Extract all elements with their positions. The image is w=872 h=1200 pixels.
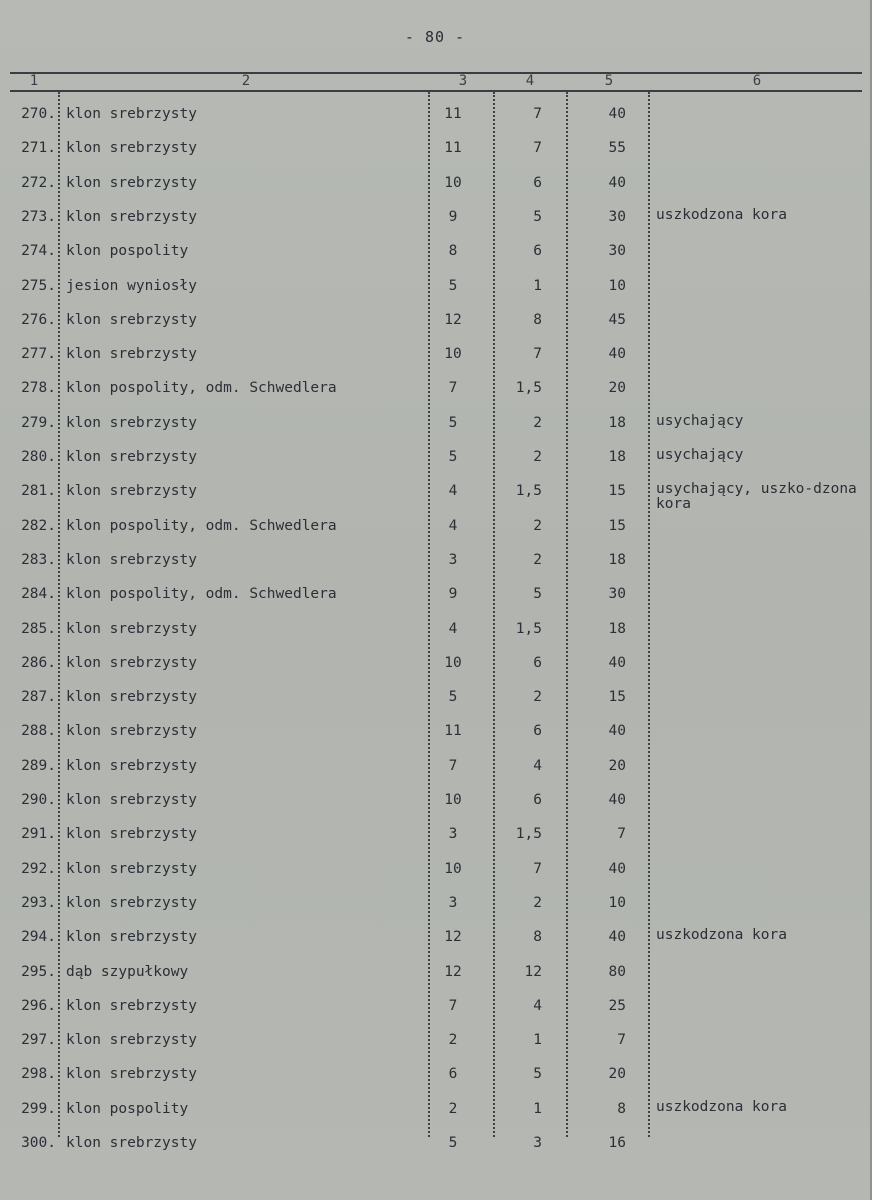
- column-4-value: 2: [533, 449, 542, 465]
- species-name: klon srebrzysty: [66, 551, 197, 568]
- species-name: klon srebrzysty: [66, 689, 197, 706]
- header-bottom-rule: [10, 90, 862, 92]
- table-row: [0, 963, 872, 997]
- column-3-value: 2: [448, 1100, 458, 1117]
- column-5-value: 40: [608, 654, 626, 671]
- column-4-value: 7: [533, 106, 542, 122]
- column-5-value: 18: [608, 551, 626, 568]
- column-5-value: 20: [608, 380, 626, 397]
- column-4-value: 7: [533, 346, 542, 363]
- column-5-value: 40: [608, 860, 626, 877]
- row-number: 284.: [21, 586, 56, 603]
- column-3-value: 7: [448, 757, 458, 774]
- column-4-value: 8: [533, 311, 542, 328]
- species-name: klon pospolity: [66, 1100, 189, 1117]
- species-name: klon srebrzysty: [66, 826, 197, 843]
- column-3-value: 7: [448, 997, 458, 1014]
- column-5-value: 15: [608, 517, 626, 534]
- column-3-value: 7: [448, 380, 458, 397]
- column-4-value: 4: [533, 757, 542, 774]
- species-name: klon pospolity, odm. Schwedlera: [66, 586, 337, 603]
- species-name: klon srebrzysty: [66, 620, 197, 637]
- species-name: klon pospolity, odm. Schwedlera: [66, 380, 337, 397]
- table-row: [0, 174, 872, 208]
- column-3-value: 3: [448, 826, 458, 843]
- column-4-value: 8: [533, 929, 542, 946]
- table-row: [0, 517, 872, 551]
- row-number: 274.: [21, 243, 56, 260]
- column-header-5: 5: [604, 73, 614, 89]
- row-number: 299.: [21, 1100, 56, 1117]
- column-5-value: 18: [608, 620, 626, 637]
- column-3-value: 5: [448, 277, 458, 294]
- column-4-value: 1,5: [515, 380, 542, 397]
- column-5-value: 40: [608, 174, 626, 191]
- column-4-value: 2: [533, 551, 542, 568]
- column-5-value: 25: [608, 997, 626, 1014]
- species-name: klon srebrzysty: [66, 929, 197, 946]
- column-3-value: 10: [444, 792, 462, 808]
- column-5-value: 20: [608, 757, 626, 774]
- column-5-value: 15: [608, 483, 626, 500]
- row-number: 271.: [21, 140, 56, 157]
- row-number: 298.: [21, 1066, 56, 1083]
- species-name: klon srebrzysty: [66, 311, 197, 328]
- column-4-value: 1: [533, 1100, 542, 1117]
- row-number: 278.: [21, 380, 56, 397]
- table-row: [0, 585, 872, 619]
- column-5-value: 10: [608, 894, 626, 911]
- column-5-value: 30: [608, 243, 626, 260]
- column-4-value: 7: [533, 860, 542, 877]
- species-name: klon srebrzysty: [66, 106, 197, 122]
- row-number: 279.: [21, 414, 56, 431]
- row-number: 276.: [21, 311, 56, 328]
- column-3-value: 5: [448, 689, 458, 706]
- species-name: klon srebrzysty: [66, 894, 197, 911]
- column-4-value: 1: [533, 277, 542, 294]
- row-number: 275.: [21, 277, 56, 294]
- species-name: klon srebrzysty: [66, 654, 197, 671]
- table-row: [0, 1134, 872, 1168]
- remarks: uszkodzona kora: [656, 206, 787, 223]
- row-number: 288.: [21, 723, 56, 740]
- column-3-value: 3: [448, 551, 458, 568]
- column-3-value: 8: [448, 243, 458, 260]
- column-5-value: 40: [608, 346, 626, 363]
- table-row: [0, 722, 872, 756]
- column-header-3: 3: [458, 73, 468, 89]
- column-4-value: 1,5: [515, 826, 542, 843]
- column-5-value: 40: [608, 792, 626, 808]
- column-5-value: 40: [608, 106, 626, 122]
- column-4-value: 4: [533, 997, 542, 1014]
- column-3-value: 12: [444, 311, 462, 328]
- column-header-4: 4: [525, 73, 535, 89]
- column-3-value: 11: [444, 723, 462, 740]
- column-5-value: 20: [608, 1066, 626, 1083]
- column-5-value: 45: [608, 311, 626, 328]
- column-4-value: 6: [533, 654, 542, 671]
- table-row: [0, 414, 872, 448]
- column-3-value: 2: [448, 1032, 458, 1049]
- column-3-value: 12: [444, 929, 462, 946]
- row-number: 300.: [21, 1135, 56, 1151]
- table-row: [0, 208, 872, 242]
- column-5-value: 40: [608, 723, 626, 740]
- column-3-value: 11: [444, 140, 462, 157]
- row-number: 272.: [21, 174, 56, 191]
- table-row: [0, 277, 872, 311]
- row-number: 280.: [21, 449, 56, 465]
- species-name: klon srebrzysty: [66, 1135, 197, 1151]
- species-name: klon srebrzysty: [66, 792, 197, 808]
- column-3-value: 10: [444, 346, 462, 363]
- species-name: klon pospolity: [66, 243, 189, 260]
- column-5-value: 10: [608, 277, 626, 294]
- column-3-value: 3: [448, 894, 458, 911]
- species-name: klon srebrzysty: [66, 140, 197, 157]
- column-3-value: 5: [448, 414, 458, 431]
- row-number: 294.: [21, 929, 56, 946]
- column-5-value: 8: [617, 1100, 626, 1117]
- table-row: [0, 1100, 872, 1134]
- table-row: [0, 242, 872, 276]
- row-number: 293.: [21, 894, 56, 911]
- table-row: [0, 482, 872, 516]
- column-5-value: 55: [608, 140, 626, 157]
- remarks: usychający: [656, 447, 744, 463]
- table-row: [0, 448, 872, 482]
- species-name: klon srebrzysty: [66, 174, 197, 191]
- table-row: [0, 791, 872, 825]
- column-3-value: 10: [444, 860, 462, 877]
- column-3-value: 4: [448, 620, 458, 637]
- table-row: [0, 139, 872, 173]
- species-name: klon srebrzysty: [66, 860, 197, 877]
- remarks: uszkodzona kora: [656, 1098, 787, 1115]
- row-number: 286.: [21, 654, 56, 671]
- page-number: - 80 -: [404, 28, 466, 46]
- row-number: 282.: [21, 517, 56, 534]
- row-number: 291.: [21, 826, 56, 843]
- column-4-value: 1,5: [515, 620, 542, 637]
- species-name: klon srebrzysty: [66, 414, 197, 431]
- column-4-value: 12: [524, 963, 542, 980]
- row-number: 287.: [21, 689, 56, 706]
- column-5-value: 30: [608, 586, 626, 603]
- table-row: [0, 894, 872, 928]
- column-4-value: 2: [533, 517, 542, 534]
- column-3-value: 11: [444, 106, 462, 122]
- species-name: klon srebrzysty: [66, 723, 197, 740]
- column-4-value: 5: [533, 208, 542, 225]
- row-number: 283.: [21, 551, 56, 568]
- row-number: 292.: [21, 860, 56, 877]
- table-row: [0, 1031, 872, 1065]
- table-row: [0, 551, 872, 585]
- column-4-value: 7: [533, 140, 542, 157]
- row-number: 277.: [21, 346, 56, 363]
- column-5-value: 15: [608, 689, 626, 706]
- row-number: 297.: [21, 1032, 56, 1049]
- column-4-value: 6: [533, 174, 542, 191]
- species-name: klon srebrzysty: [66, 208, 197, 225]
- table-row: [0, 688, 872, 722]
- column-5-value: 7: [617, 1032, 626, 1049]
- column-5-value: 18: [608, 449, 626, 465]
- column-4-value: 5: [533, 586, 542, 603]
- column-5-value: 30: [608, 208, 626, 225]
- column-4-value: 6: [533, 792, 542, 808]
- column-3-value: 10: [444, 174, 462, 191]
- column-4-value: 2: [533, 414, 542, 431]
- species-name: klon srebrzysty: [66, 1032, 197, 1049]
- table-row: [0, 860, 872, 894]
- column-3-value: 9: [448, 586, 458, 603]
- column-4-value: 6: [533, 723, 542, 740]
- species-name: klon pospolity, odm. Schwedlera: [66, 517, 337, 534]
- table-row: [0, 105, 872, 139]
- column-3-value: 5: [448, 449, 458, 465]
- species-name: jesion wyniosły: [66, 277, 197, 294]
- row-number: 281.: [21, 483, 56, 500]
- column-3-value: 6: [448, 1066, 458, 1083]
- column-3-value: 5: [448, 1135, 458, 1151]
- row-number: 296.: [21, 997, 56, 1014]
- column-3-value: 9: [448, 208, 458, 225]
- table-row: [0, 1065, 872, 1099]
- column-4-value: 6: [533, 243, 542, 260]
- column-3-value: 10: [444, 654, 462, 671]
- column-5-value: 16: [608, 1135, 626, 1151]
- species-name: klon srebrzysty: [66, 346, 197, 363]
- column-5-value: 80: [608, 963, 626, 980]
- column-4-value: 2: [533, 894, 542, 911]
- column-header-2: 2: [241, 73, 251, 89]
- column-3-value: 12: [444, 963, 462, 980]
- table-row: [0, 757, 872, 791]
- column-3-value: 4: [448, 517, 458, 534]
- table-row: [0, 620, 872, 654]
- table-row: [0, 997, 872, 1031]
- row-number: 290.: [21, 792, 56, 808]
- column-header-6: 6: [752, 73, 762, 89]
- column-4-value: 3: [533, 1135, 542, 1151]
- species-name: klon srebrzysty: [66, 483, 197, 500]
- remarks: uszkodzona kora: [656, 927, 787, 944]
- column-5-value: 7: [617, 826, 626, 843]
- remarks: usychający: [656, 412, 744, 429]
- column-5-value: 18: [608, 414, 626, 431]
- column-4-value: 1: [533, 1032, 542, 1049]
- row-number: 270.: [21, 106, 56, 122]
- table-row: [0, 311, 872, 345]
- row-number: 285.: [21, 620, 56, 637]
- table-row: [0, 654, 872, 688]
- species-name: klon srebrzysty: [66, 449, 197, 465]
- species-name: dąb szypułkowy: [66, 963, 189, 980]
- table-row: [0, 825, 872, 859]
- column-5-value: 40: [608, 929, 626, 946]
- row-number: 289.: [21, 757, 56, 774]
- species-name: klon srebrzysty: [66, 1066, 197, 1083]
- column-header-1: 1: [29, 73, 39, 89]
- row-number: 295.: [21, 963, 56, 980]
- remarks: usychający, uszko-dzona kora: [656, 481, 857, 513]
- column-4-value: 5: [533, 1066, 542, 1083]
- table-row: [0, 345, 872, 379]
- table-row: [0, 928, 872, 962]
- row-number: 273.: [21, 208, 56, 225]
- column-4-value: 1,5: [515, 483, 542, 500]
- column-3-value: 4: [448, 483, 458, 500]
- column-header-row: [0, 73, 872, 89]
- table-row: [0, 379, 872, 413]
- column-4-value: 2: [533, 689, 542, 706]
- species-name: klon srebrzysty: [66, 997, 197, 1014]
- species-name: klon srebrzysty: [66, 757, 197, 774]
